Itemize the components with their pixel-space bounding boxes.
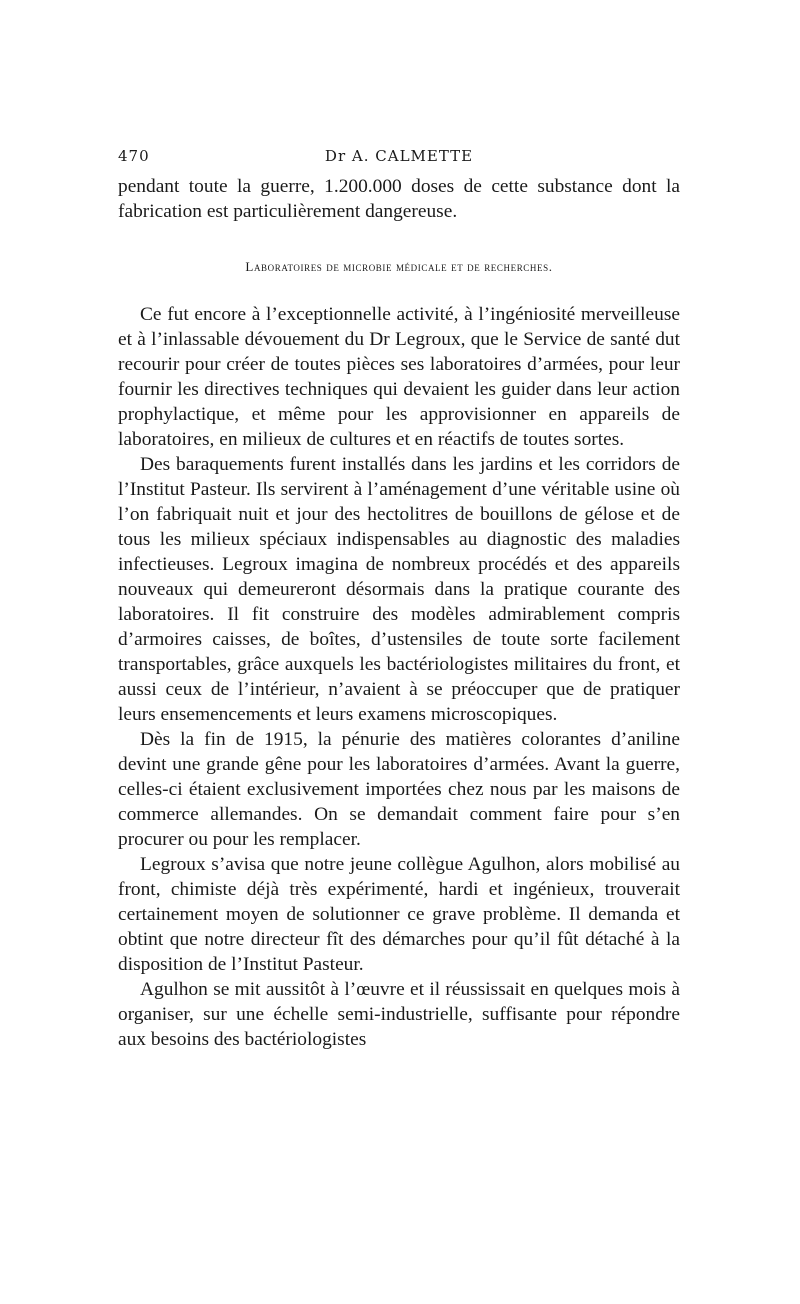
paragraph: Des baraquements furent installés dans les jardins et les corridors de l’Institut Pasteur. Ils servirent à l’aménagement d’une véritable usine où l’on fabriquait nuit et jour des hectolitres de bouillons de gélose et de tous les milieux spéciaux indispensables au diagnostic des maladies infectieuses. Legroux imagina de nombreux procédés et des appareils nouveaux qui demeureront désormais dans la pratique courante des laboratoires. Il fit construire des modèles admirablement compris d’armoires caisses, de boîtes, d’ustensiles de toute sorte facilement transportables, grâce auxquels les bactériologistes militaires du front, et aussi ceux de l’intérieur, n’avaient à se préoccuper que de pratiquer leurs ensemencements et leurs examens microscopiques. [118, 454, 680, 725]
paragraph: Legroux s’avisa que notre jeune collègue Agulhon, alors mobilisé au front, chimiste déjà très expérimenté, hardi et ingénieux, trouverait certainement moyen de solutionner ce grave problème. Il demanda et obtint que notre directeur fît des démarches pour qu’il fût détaché à la disposition de l’Institut Pasteur. [118, 854, 680, 975]
body-text [118, 174, 680, 1052]
paragraph: Agulhon se mit aussitôt à l’œuvre et il réussissait en quelques mois à organiser, sur une échelle semi-industrielle, suffisante pour répondre aux besoins des bactériologistes [118, 979, 680, 1050]
paragraph: Dès la fin de 1915, la pénurie des matières colorantes d’aniline devint une grande gêne pour les laboratoires d’armées. Avant la guerre, celles-ci étaient exclusivement importées chez nous par les maisons de commerce allemandes. On se demandait comment faire pour s’en procurer ou pour les remplacer. [118, 729, 680, 850]
page-header [118, 147, 680, 169]
page-number: 470 [118, 147, 150, 165]
paragraph: pendant toute la guerre, 1.200.000 doses de cette substance dont la fabrication est particulièrement dangereuse. [118, 176, 680, 222]
section-heading: Laboratoires de microbie médicale et de recherches. [245, 259, 553, 274]
paragraph: Ce fut encore à l’exceptionnelle activité, à l’ingéniosité merveilleuse et à l’inlassable dévouement du Dr Legroux, que le Service de santé dut recourir pour créer de toutes pièces ses laboratoires d’armées, pour leur fournir les directives techniques qui devaient les guider dans leur action prophylactique, et même pour les approvisionner en appareils de laboratoires, en milieux de cultures et en réactifs de toutes sortes. [118, 304, 680, 450]
running-head: Dr A. CALMETTE [324, 147, 474, 165]
